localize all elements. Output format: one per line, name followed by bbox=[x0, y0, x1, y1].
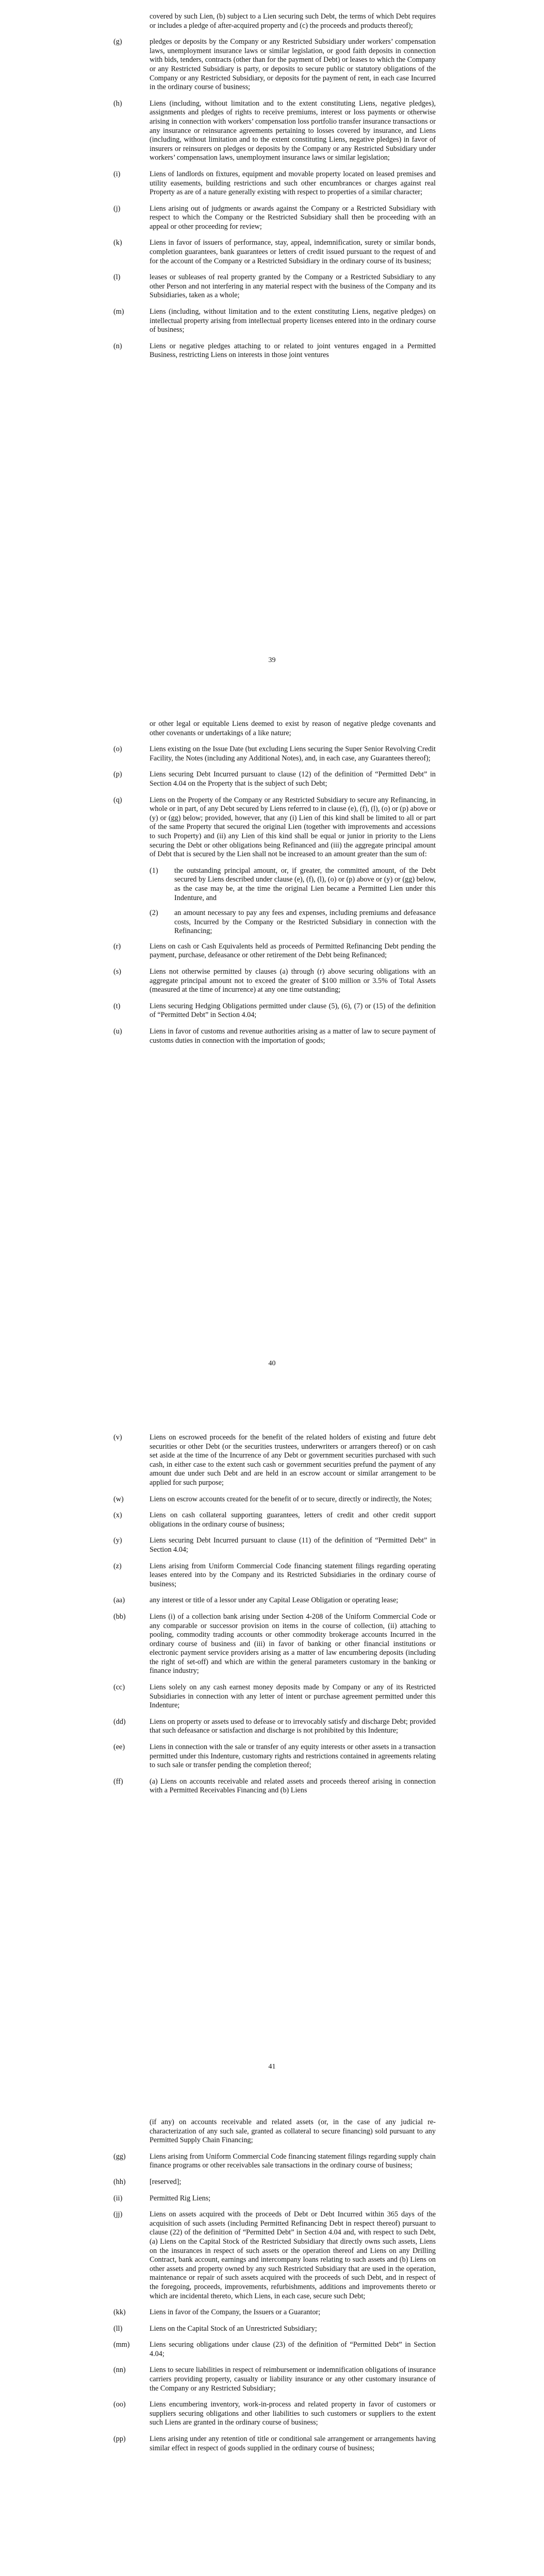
clause-nn: (nn) Liens to secure liabilities in respect of reimbursement or indemnification obligations of insurance carriers providing property, casualty or liability insurance or any other customary insurance of the Company or any Restricted Subsidiary; bbox=[113, 2366, 436, 2393]
clause-jj: (jj) Liens on assets acquired with the proceeds of Debt or Debt Incurred within 365 days of the acquisition of such assets (including Permitted Refinancing Debt in respect thereof) pursuant to clause (22) of the definition of “Permitted Debt” in Section 4.04 and, with respect to such Debt, (a) Liens on the Capital Stock of the Restricted Subsidiary that directly owns such assets, Liens on the insurances in respect of such assets or the operation thereof and Liens on any Drilling Contract, bank account, earnings and intercompany loans relating to such assets and (b) Liens on other assets and property owned by any such Restricted Subsidiary that are used in the operation, maintenance or repair of such assets acquired with the proceeds of such Debt, and in respect of the foregoing, proceeds, improvements, refurbishments, additions and improvements thereto or which are incidental thereto, which Liens, in each case, secure such Debt; bbox=[113, 2210, 436, 2300]
clause-bb: (bb) Liens (i) of a collection bank arising under Section 4-208 of the Uniform Commercial Code or any comparable or successor provision on items in the course of collection, (ii) attaching to pooling, commodity trading accounts or other commodity brokerage accounts Incurred in the ordinary course of business and (iii) in favor of banking or other financial institutions or electronic payment service providers arising as a matter of law encumbering deposits (including the right of set-off) and which are within the general parameters customary in the banking or finance industry; bbox=[113, 1612, 436, 1675]
clause-v: (v) Liens on escrowed proceeds for the benefit of the related holders of existing and future debt securities or other Debt (or the securities trustees, underwriters or arrangers thereof) or on cash set aside at the time of the Incurrence of any Debt or government securities purchased with such cash, in either case to the extent such cash or government securities prefund the payment of any amount due under such Debt and are held in an escrow account or similar arrangement to be applied for such purpose; bbox=[113, 1433, 436, 1487]
clause-w: (w) Liens on escrow accounts created for the benefit of or to secure, directly or indirectly, the Notes; bbox=[113, 1495, 432, 1503]
clause-u: (u) Liens in favor of customs and revenue authorities arising as a matter of law to secure payment of customs duties in connection with the importation of goods; bbox=[113, 1027, 436, 1045]
clause-hh: (hh) [reserved]; bbox=[113, 2177, 182, 2186]
clause-g: (g) pledges or deposits by the Company or any Restricted Subsidiary under workers’ compensation laws, unemployment insurance laws or similar legislation, or good faith deposits in connection with bids, tenders, contracts (other than for the payment of Debt) or leases to which the Company or any Restricted Subsidiary is party, or deposits to secure public or statutory obligations of the Company or any Restricted Subsidiary, or deposits for the payment of rent, in each case Incurred in the ordinary course of business; bbox=[113, 38, 436, 92]
clause-t: (t) Liens securing Hedging Obligations permitted under clause (5), (6), (7) or (15) of the definition of “Permitted Debt” in Section 4.04; bbox=[113, 1002, 436, 1020]
clause-dd: (dd) Liens on property or assets used to defease or to irrevocably satisfy and discharge Debt; provided that such defeasance or satisfaction and discharge is not prohibited by this Indenture; bbox=[113, 1717, 436, 1735]
page-number: 41 bbox=[268, 2063, 276, 2071]
clause-o: (o) Liens existing on the Issue Date (but excluding Liens securing the Super Senior Revolving Credit Facility, the Notes (including any Additional Notes), and, in each case, any Guarantees thereof); bbox=[113, 745, 436, 762]
subclause-1: (1) the outstanding principal amount, or, if greater, the committed amount, of the Debt secured by Liens described under clause (e), (f), (l), (o) or (p) above or (y) or (gg) below, as the case may be, at the time the original Lien became a Permitted Lien under this Indenture, and bbox=[150, 866, 436, 902]
clause-k: (k) Liens in favor of issuers of performance, stay, appeal, indemnification, surety or similar bonds, completion guarantees, bank guarantees or letters of credit issued pursuant to the request of and for the account of the Company or a Restricted Subsidiary in the ordinary course of its business; bbox=[113, 239, 436, 265]
page-39 bbox=[0, 0, 544, 703]
clause-kk: (kk) Liens in favor of the Company, the Issuers or a Guarantor; bbox=[113, 2308, 321, 2317]
page-number: 40 bbox=[268, 1360, 276, 1367]
page-number: 39 bbox=[268, 656, 276, 664]
clause-n: (n) Liens or negative pledges attaching to or related to joint ventures engaged in a Permitted Business, restricting Liens on interests in those joint ventures bbox=[113, 342, 436, 360]
clause-pp: (pp) Liens arising under any retention of title or conditional sale arrangement or arrangements having similar effect in respect of goods supplied in the ordinary course of business; bbox=[113, 2435, 436, 2452]
subclause-2: (2) an amount necessary to pay any fees and expenses, including premiums and defeasance costs, Incurred by the Company or the Restricted Subsidiary in connection with the Refinancing; bbox=[150, 909, 436, 936]
clause-oo: (oo) Liens encumbering inventory, work-in-process and related property in favor of customers or suppliers securing obligations and other liabilities to such customers or suppliers to the extent such Liens are granted in the ordinary course of business; bbox=[113, 2400, 436, 2427]
clause-y: (y) Liens securing Debt Incurred pursuant to clause (11) of the definition of “Permitted Debt” in Section 4.04; bbox=[113, 1536, 436, 1554]
clause-ii: (ii) Permitted Rig Liens; bbox=[113, 2194, 211, 2202]
clause-z: (z) Liens arising from Uniform Commercial Code financing statement filings regarding operating leases entered into by the Company and its Restricted Subsidiaries in the ordinary course of business; bbox=[113, 1562, 436, 1588]
clause-h: (h) Liens (including, without limitation and to the extent constituting Liens, negative pledges), assignments and pledges of rights to receive premiums, interest or loss payments or otherwise arising in connection with workers’ compensation loss portfolio transfer insurance transactions or any insurance or reinsurance agreements pertaining to losses covered by insurance, and Liens (including, without limitation and to the extent constituting Liens, negative pledges) in favor of insurers or reinsurers on pledges or deposits by the Company or any Restricted Subsidiary under workers’ compensation laws, unemployment insurance laws or similar legislation; bbox=[113, 99, 436, 162]
clause-l: (l) leases or subleases of real property granted by the Company or a Restricted Subsidiary to any other Person and not interfering in any material respect with the business of the Company and its Subsidiaries, taken as a whole; bbox=[113, 273, 436, 300]
continuation-text: (if any) on accounts receivable and related assets (or, in the case of any judicial re-characterization of any such sale, granted as collateral to secure financing) sold pursuant to any Permitted Supply Chain Financing; bbox=[150, 2118, 436, 2145]
continuation-text: or other legal or equitable Liens deemed to exist by reason of negative pledge covenants and other covenants or undertakings of a like nature; bbox=[150, 720, 436, 737]
page-42 bbox=[0, 2110, 544, 2576]
page-40 bbox=[0, 703, 544, 1406]
page-41 bbox=[0, 1406, 544, 2110]
clause-mm: (mm) Liens securing obligations under clause (23) of the definition of “Permitted Debt” in Section 4.04; bbox=[113, 2341, 436, 2358]
clause-ee: (ee) Liens in connection with the sale or transfer of any equity interests or other assets in a transaction permitted under this Indenture, customary rights and restrictions contained in agreements relating to such sale or transfer pending the completion thereof; bbox=[113, 1743, 436, 1770]
clause-r: (r) Liens on cash or Cash Equivalents held as proceeds of Permitted Refinancing Debt pending the payment, purchase, defeasance or other retirement of the Debt being Refinanced; bbox=[113, 942, 436, 960]
clause-i: (i) Liens of landlords on fixtures, equipment and movable property located on leased premises and utility easements, building restrictions and such other encumbrances or charges against real Property as are of a nature generally existing with respect to properties of a similar character; bbox=[113, 170, 436, 197]
clause-aa: (aa) any interest or title of a lessor under any Capital Lease Obligation or operating lease; bbox=[113, 1596, 399, 1605]
clause-x: (x) Liens on cash collateral supporting guarantees, letters of credit and other credit support obligations in the ordinary course of business; bbox=[113, 1511, 436, 1529]
clause-ff: (ff) (a) Liens on accounts receivable and related assets and proceeds thereof arising in connection with a Permitted Receivables Financing and (b) Liens bbox=[113, 1777, 436, 1795]
clause-q: (q) Liens on the Property of the Company or any Restricted Subsidiary to secure any Refinancing, in whole or in part, of any Debt secured by Liens referred to in clause (e), (f), (l), (o) or (p) above or (y) or (gg) below; provided, however, that any (i) Lien of this kind shall be limited to all or part of the same Property that secured the original Lien (together with improvements and accessions to such Property) and (ii) any Lien of this kind shall be equal or junior in priority to the Liens securing the Debt or other obligations being Refinanced and (iii) the aggregate principal amount of Debt that is secured by the Lien shall not be increased to an amount greater than the sum of: bbox=[113, 795, 436, 859]
clause-cc: (cc) Liens solely on any cash earnest money deposits made by Company or any of its Restricted Subsidiaries in connection with any letter of intent or purchase agreement permitted under this Indenture; bbox=[113, 1683, 436, 1710]
clause-gg: (gg) Liens arising from Uniform Commercial Code financing statement filings regarding supply chain finance programs or other receivables sale transactions in the ordinary course of business; bbox=[113, 2152, 436, 2170]
continuation-text: covered by such Lien, (b) subject to a Lien securing such Debt, the terms of which Debt requires or includes a pledge of after-acquired property and (c) the proceeds and products thereof); bbox=[150, 12, 436, 30]
clause-ll: (ll) Liens on the Capital Stock of an Unrestricted Subsidiary; bbox=[113, 2324, 317, 2333]
clause-s: (s) Liens not otherwise permitted by clauses (a) through (r) above securing obligations with an aggregate principal amount not to exceed the greater of $100 million or 3.5% of Total Assets (measured at the time of incurrence) at any one time outstanding; bbox=[113, 968, 436, 994]
clause-p: (p) Liens securing Debt Incurred pursuant to clause (12) of the definition of “Permitted Debt” in Section 4.04 on the Property that is the subject of such Debt; bbox=[113, 770, 436, 788]
clause-m: (m) Liens (including, without limitation and to the extent constituting Liens, negative pledges) on intellectual property arising from intellectual property licenses entered into in the ordinary course of business; bbox=[113, 308, 436, 334]
clause-j: (j) Liens arising out of judgments or awards against the Company or a Restricted Subsidiary with respect to which the Company or the Restricted Subsidiary shall then be proceeding with an appeal or other proceeding for review; bbox=[113, 204, 436, 231]
